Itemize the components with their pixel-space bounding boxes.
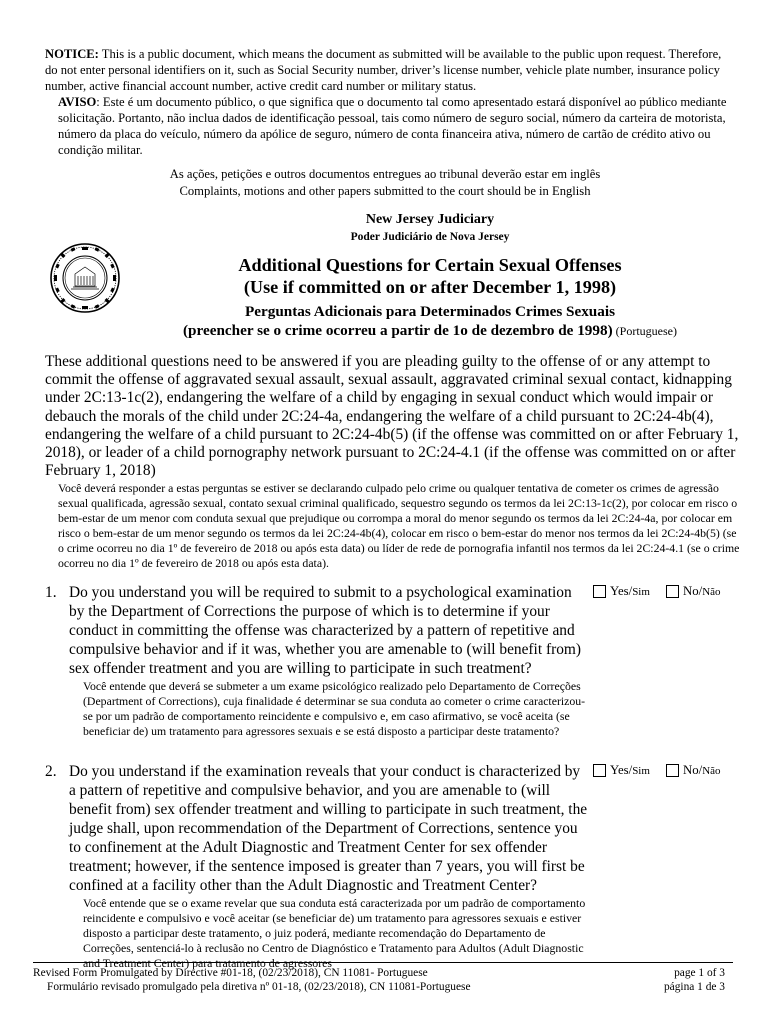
footer-form-info	[33, 966, 471, 994]
aviso-paragraph	[58, 94, 733, 158]
form-title-pt-line2: (preencher se o crime ocorreu a partir de 1o de dezembro de 1998)	[183, 322, 613, 339]
question-text: Do you understand you will be required to submit to a psychological examination by the Department of Corrections the purpose of which is to determine if your conduct in committing the offense was characterized by a pattern of repetitive and compulsive behavior and if it was, whether you are amenable to (will benefit from) sex offender treatment and you are willing to participate in such treatment?	[69, 584, 581, 677]
no-label-pt: Não	[702, 764, 721, 777]
question-1	[45, 583, 590, 739]
language-notice-en: Complaints, motions and other papers submitted to the court should be in English	[179, 184, 591, 198]
footer-form-info-pt: Formulário revisado promulgado pela diretiva nº 01-18, (02/23/2018), CN 11081-Portuguese	[47, 981, 471, 993]
no-label: No/	[683, 584, 703, 598]
yes-label: Yes/	[610, 763, 633, 777]
footer-page-number	[664, 966, 725, 994]
no-checkbox[interactable]	[666, 764, 679, 777]
question-number: 2.	[45, 763, 57, 780]
yes-label-pt: Sim	[632, 764, 650, 777]
form-title-pt-language: (Portuguese)	[612, 324, 677, 338]
form-title-line2: (Use if committed on or after December 1, 1998)	[243, 277, 617, 297]
notice-label: NOTICE:	[45, 47, 99, 61]
form-title-pt	[0, 302, 770, 341]
form-title-line1: Additional Questions for Certain Sexual Offenses	[238, 255, 622, 275]
yes-checkbox[interactable]	[593, 764, 606, 777]
page-number-pt: página 1 de 3	[663, 981, 725, 993]
question-2-yes-option[interactable]	[593, 763, 650, 778]
intro-paragraph: These additional questions need to be answered if you are pleading guilty to the offense of or any attempt to commit the offense of aggravated sexual assault, sexual assault, aggravated criminal sexual contact, kidnapping under 2C:13-1c(2), endangering the welfare of a child by engaging in sexual conduct which would impair or debauch the morals of the child under 2C:24-4a, endangering the welfare of a child pursuant to 2C:24-4b(4), endangering the welfare of a child pursuant to 2C:24-4b(5) (if the offense was committed on or after February 1, 2018), or leader of a child pornography network pursuant to 2C:24-4.1 (if the offense was committed on or after February 1, 2018)	[45, 353, 739, 480]
notice-paragraph	[45, 46, 735, 94]
court-name-pt: Poder Judiciário de Nova Jersey	[350, 231, 510, 243]
footer-divider	[33, 962, 733, 963]
aviso-text: : Este é um documento público, o que significa que o documento tal como apresentado estará disponível ao público mediante solicitação. Portanto, não inclua dados de identificação pessoal, tais como número de seguro social, número da carteira de motorista, número da placa do veículo, número da apólice de seguro, número de conta financeira ativa, número de cartão de crédito ativo ou condição militar.	[58, 95, 727, 157]
yes-label: Yes/	[610, 584, 633, 598]
question-2	[45, 762, 590, 971]
yes-checkbox[interactable]	[593, 585, 606, 598]
no-label-pt: Não	[702, 585, 721, 598]
yes-label-pt: Sim	[632, 585, 650, 598]
language-notice	[0, 166, 770, 200]
footer-form-info-en: Revised Form Promulgated by Directive #01-18, (02/23/2018), CN 11081- Portuguese	[33, 967, 428, 979]
question-1-no-option[interactable]	[666, 584, 721, 599]
no-label: No/	[683, 763, 703, 777]
language-notice-pt: As ações, petições e outros documentos entregues ao tribunal deverão estar em inglês	[169, 167, 601, 181]
question-number: 1.	[45, 584, 57, 601]
court-name: New Jersey Judiciary	[365, 212, 495, 227]
form-title-pt-line1: Perguntas Adicionais para Determinados Crimes Sexuais	[245, 303, 615, 320]
form-title	[0, 254, 770, 298]
question-text: Do you understand if the examination reveals that your conduct is characterized by a pattern of repetitive and compulsive behavior, and you are amenable to (will benefit from) sex offender treatment and willing to participate in such treatment, the judge shall, upon recommendation of the Department of Corrections, sentence you to confinement at the Adult Diagnostic and Treatment Center for sex offender treatment; however, if the sentence imposed is greater than 7 years, you will first be confined at a facility other than the Adult Diagnostic and Treatment Center?	[69, 763, 588, 894]
question-2-no-option[interactable]	[666, 763, 721, 778]
intro-paragraph-pt: Você deverá responder a estas perguntas se estiver se declarando culpado pelo crime ou qualquer tentativa de cometer os crimes de agressão sexual qualificada, agressão sexual, contato sexual criminal qualificado, sequestro segundo os termos da lei 2C:13-1c(2), por colocar em risco o bem-estar de um menor com conduta sexual que prejudique ou corrompa a moral do menor segundo os termos da lei 2C:24-4a, por colocar em risco o bem-estar de um menor segundo os termos da lei 2C:24-4b(4), colocar em risco o bem-estar do menor nos termos da lei 2C:24-4b(5) (se o crime ocorreu no dia 1º de fevereiro de 2018 ou após esta data) ou líder de rede de pornografia infantil nos termos da lei 2C:24-4.1 (se o crime ocorreu no dia 1º de fevereiro de 2018 ou após esta data).	[58, 481, 740, 570]
no-checkbox[interactable]	[666, 585, 679, 598]
aviso-label: AVISO	[58, 95, 97, 109]
question-1-yes-option[interactable]	[593, 584, 650, 599]
notice-text: This is a public document, which means the document as submitted will be available to the public upon request. Therefore, do not enter personal identifiers on it, such as Social Security number, driver’s license number, vehicle plate number, insurance policy number, active financial account number, active credit card number or military status.	[45, 47, 722, 93]
question-text-pt: Você entende que se o exame revelar que sua conduta está caracterizada por um padrão de comportamento reincidente e compulsivo e você aceitar (se beneficiar de) um tratamento para agressores sexuais e estiver disposto a participar deste tratamento, o juiz poderá, mediante recomendação do Departamento de Correções, sentenciá-lo à reclusão no Centro de Diagnóstico e Tratamento para Adultos (Adult Diagnostic and Treatment Center) para tratamento de agressores	[83, 896, 586, 970]
page-number-en: page 1 of 3	[674, 967, 725, 979]
question-text-pt: Você entende que deverá se submeter a um exame psicológico realizado pelo Departamento de Correções (Department of Corrections), cuja finalidade é determinar se sua conduta ao cometer o crime caracterizou-se por um padrão de comportamento reincidente e compulsivo e, em caso afirmativo, se você aceita (se beneficiar de) um tratamento para agressores sexuais e se está disposto a participar deste tratamento?	[83, 679, 586, 738]
